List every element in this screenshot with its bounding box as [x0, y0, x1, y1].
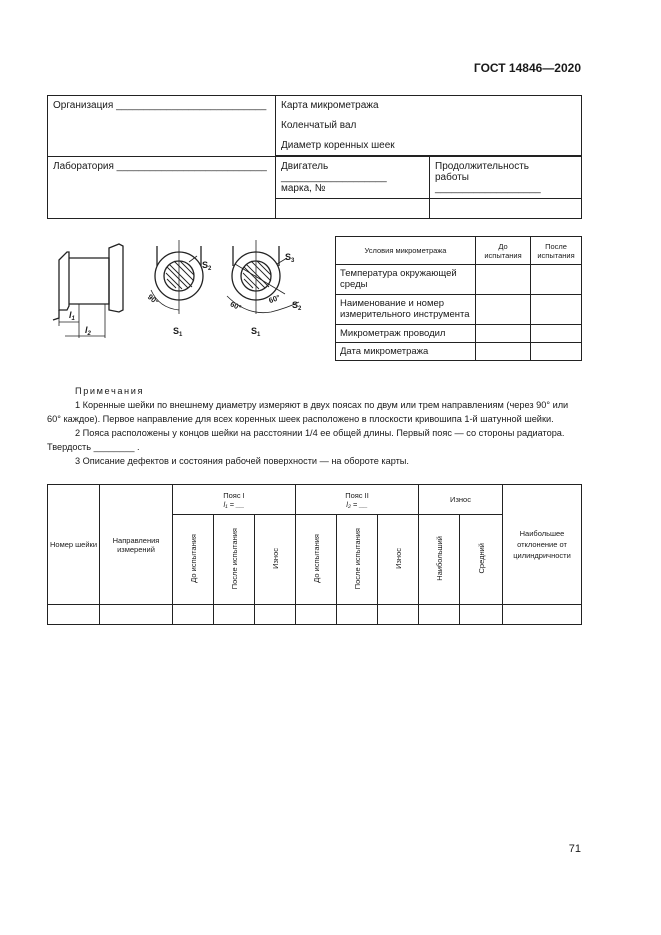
belt2-formula: l₂ = __ [346, 499, 368, 509]
label-s2-left: $S_2$ [202, 260, 212, 272]
neck-number-header: Номер шейки [48, 485, 100, 605]
belt1-before-col: До испытания [188, 534, 198, 583]
card-title: Карта микрометража [281, 100, 379, 111]
label-angle-60-right: 60° [267, 292, 282, 306]
label-s1-right: $S_1$ [251, 326, 261, 338]
before-header: До испытания [476, 237, 531, 265]
standard-number: ГОСТ 14846—2020 [473, 61, 581, 75]
organization-cell [48, 96, 276, 157]
belt1-title: Пояс I [223, 490, 245, 500]
conditions-header: Условия микрометража [336, 237, 476, 265]
wear-avg-col: Средний [476, 543, 486, 574]
belt2-wear-col: Износ [393, 548, 403, 569]
section-view-1 [151, 240, 203, 314]
condition-row: Микрометраж проводил [336, 325, 476, 343]
card-title-cell [276, 96, 582, 156]
engine-mark: марка, № [281, 183, 326, 194]
label-angle-60-left: 60° [228, 299, 243, 313]
note-item: 3 Описание дефектов и состояния рабочей поверхности — на обороте карты. [75, 456, 409, 466]
organization-field: Организация ___________________________ [53, 100, 267, 111]
condition-row: Температура окружающей среды [336, 265, 476, 295]
shaft-side-view [53, 244, 123, 338]
belt2-title: Пояс II [345, 490, 369, 500]
page-number: 71 [568, 843, 581, 855]
notes-title: Примечания [75, 386, 145, 396]
belt1-header [173, 485, 296, 515]
part-name: Коленчатый вал [281, 120, 357, 131]
duration-empty-cell [430, 199, 582, 219]
laboratory-cell [48, 157, 276, 219]
crankshaft-neck-diagram [47, 238, 332, 350]
laboratory-field: Лаборатория ___________________________ [53, 161, 267, 172]
engine-field: Двигатель ___________________ [281, 161, 387, 183]
after-header: После испытания [531, 237, 582, 265]
conditions-table [335, 236, 582, 361]
dimension-name: Диаметр коренных шеек [281, 140, 395, 151]
engine-cell [276, 157, 430, 199]
belt1-wear-col: Износ [270, 548, 280, 569]
belt1-after-col: После испытания [229, 527, 239, 590]
notes-block [47, 384, 582, 468]
belt2-after-col: После испытания [352, 527, 362, 590]
wear-header: Износ [419, 485, 503, 515]
directions-header: Направления измерений [100, 485, 173, 605]
card-header-table [47, 95, 582, 219]
engine-empty-cell [276, 199, 430, 219]
duration-field: работы ___________________ [435, 172, 541, 194]
table-row [48, 605, 582, 625]
label-angle-90: 90° [145, 292, 161, 307]
duration-label: Продолжительность [435, 161, 529, 172]
wear-max-col: Наибольший [434, 536, 444, 581]
belt2-header [296, 485, 419, 515]
condition-row: Дата микрометража [336, 343, 476, 361]
label-s1-left: $S_1$ [173, 326, 183, 338]
condition-row: Наименование и номер измерительного инструмента [336, 295, 476, 325]
belt2-before-col: До испытания [311, 534, 321, 583]
duration-cell [430, 157, 582, 199]
max-deviation-header: Наибольшее отклонение от цилиндричности [503, 485, 582, 605]
label-l1: $l_1$ [69, 310, 75, 322]
label-s3: $S_3$ [285, 252, 295, 264]
label-l2: $l_2$ [85, 325, 91, 337]
note-item: 1 Коренные шейки по внешнему диаметру измеряют в двух поясах по двум или трем направлениям (через 90° или 60° каждое). Первое направление для всех коренных шеек расположено в плоскости кривошипа 1-й шатунной шейки. [47, 400, 569, 424]
belt1-formula: l₁ = __ [223, 499, 245, 509]
note-item: 2 Пояса расположены у концов шейки на расстоянии 1/4 ее общей длины. Первый пояс — со стороны радиатора. Твердость ________ . [47, 428, 565, 452]
measurement-table [47, 484, 582, 625]
label-s2-right: $S_2$ [292, 300, 302, 312]
